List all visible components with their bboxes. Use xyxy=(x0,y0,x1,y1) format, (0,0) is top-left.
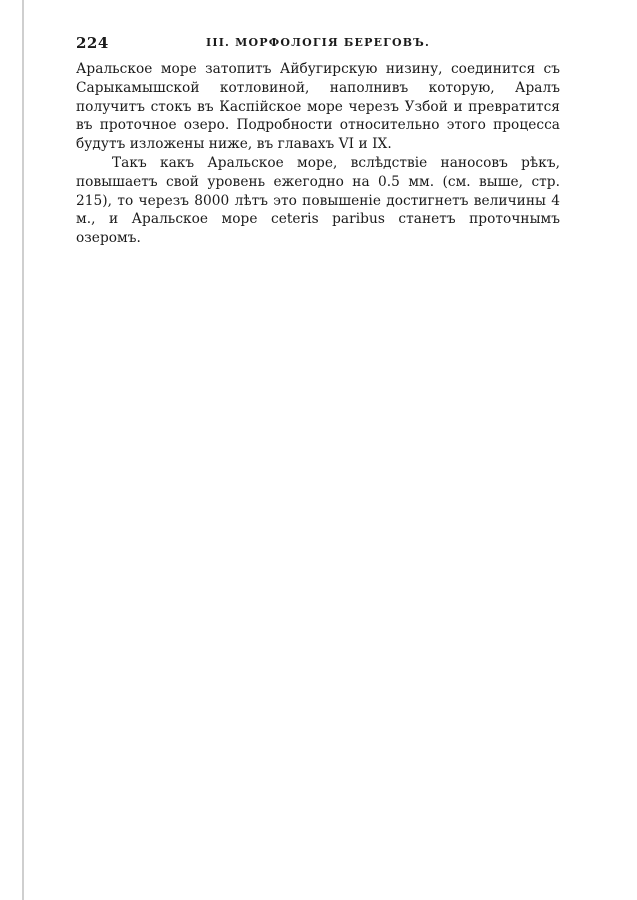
body-text xyxy=(76,60,560,248)
paragraph: Такъ какъ Аральское море, вслѣдствіе наносовъ рѣкъ, повышаетъ свой уровень ежегодно на 0.5 мм. (см. выше, стр. 215), то черезъ 8000 лѣтъ это повышеніе достигнетъ величины 4 м., и Аральское море ceteris paribus станетъ проточнымъ озеромъ. xyxy=(76,154,560,247)
running-title: III. МОРФОЛОГІЯ БЕРЕГОВЪ. xyxy=(206,36,430,49)
book-page xyxy=(76,34,560,248)
page-number: 224 xyxy=(76,34,109,52)
page-edge xyxy=(22,0,24,900)
page-header xyxy=(76,34,560,60)
paragraph: Аральское море затопитъ Айбугирскую низину, соединится съ Сарыкамышской котловиной, наполнивъ которую, Аралъ получитъ стокъ въ Каспійское море черезъ Узбой и превратится въ проточное озеро. Подробности относительно этого процесса будутъ изложены ниже, въ главахъ VI и IX. xyxy=(76,61,560,153)
